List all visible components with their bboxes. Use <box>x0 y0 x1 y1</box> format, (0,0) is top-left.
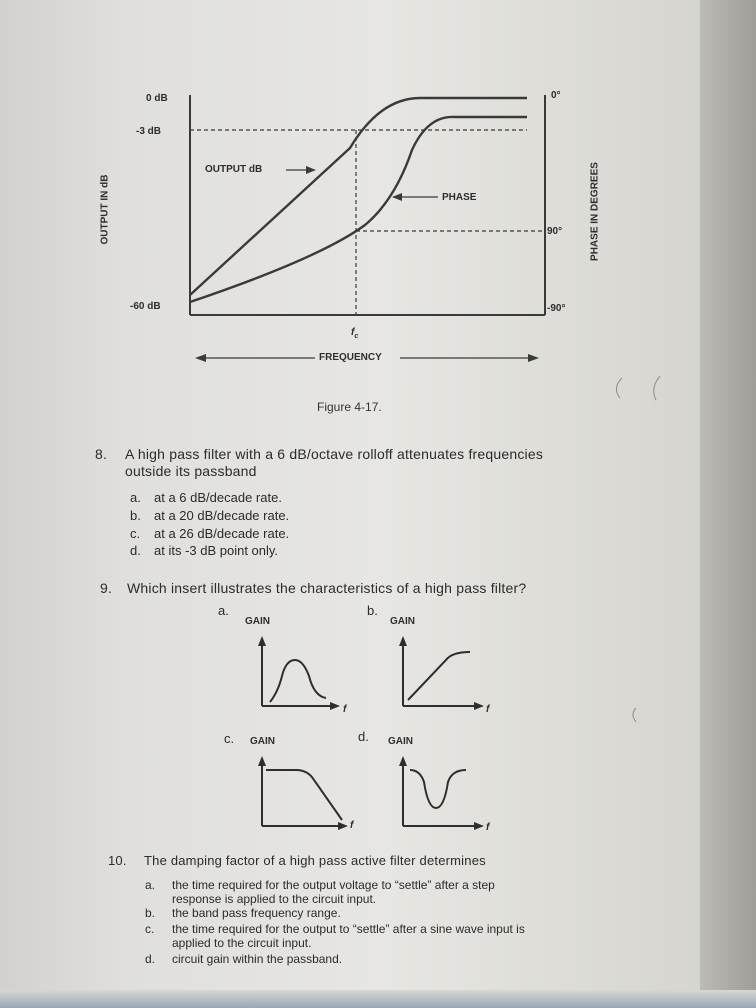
q8-option-c-letter: c. <box>130 526 141 541</box>
question-10-text: The damping factor of a high pass active filter determines <box>144 853 486 868</box>
q9-insert-d-gain-label: GAIN <box>388 736 413 747</box>
frequency-axis-title: FREQUENCY <box>319 352 382 363</box>
q9-insert-c-letter: c. <box>224 731 235 746</box>
q9-insert-b-f-label: f <box>486 704 490 715</box>
q10-option-b-line-1: the band pass frequency range. <box>172 906 341 920</box>
q10-option-a-line-2: response is applied to the circuit input. <box>172 892 377 906</box>
insert-a-graph <box>262 640 336 706</box>
q10-option-b-letter: b. <box>145 906 156 920</box>
question-10-number: 10. <box>108 853 127 868</box>
y-tick-0db: 0 dB <box>146 93 168 104</box>
q8-option-a-letter: a. <box>130 490 141 505</box>
q10-option-a-letter: a. <box>145 878 156 892</box>
q8-option-b-letter: b. <box>130 508 141 523</box>
left-axis-title: OUTPUT IN dB <box>99 174 111 245</box>
fc-marker <box>351 327 358 340</box>
q8-option-d-letter: d. <box>130 543 141 558</box>
phase-label: PHASE <box>442 192 477 203</box>
q8-option-a-text: at a 6 dB/decade rate. <box>154 490 282 505</box>
q8-option-b-text: at a 20 dB/decade rate. <box>154 508 290 523</box>
q9-insert-a-gain-label: GAIN <box>245 616 270 627</box>
y2-tick-0deg: 0° <box>551 90 561 101</box>
y2-tick-minus-90deg: -90° <box>547 303 566 314</box>
q9-insert-d-letter: d. <box>358 729 369 744</box>
question-8-text-line-2: outside its passband <box>125 463 257 479</box>
question-9-text: Which insert illustrates the characteristics of a high pass filter? <box>127 580 527 596</box>
right-axis-title: PHASE IN DEGREES <box>589 162 601 261</box>
q10-option-a-line-1: the time required for the output voltage to “settle” after a step <box>172 878 495 892</box>
fc-marker-sub: c <box>354 333 359 340</box>
q8-option-d-text: at its -3 dB point only. <box>154 543 279 558</box>
q10-option-c-line-2: applied to the circuit input. <box>172 936 312 950</box>
q9-insert-d-f-label: f <box>486 822 490 833</box>
insert-d-graph <box>403 760 480 826</box>
q9-insert-a-letter: a. <box>218 603 229 618</box>
insert-c-graph <box>262 760 344 826</box>
q10-option-c-line-1: the time required for the output to “settle” after a sine wave input is <box>172 922 525 936</box>
q10-option-c-letter: c. <box>145 922 155 936</box>
y-tick-minus-60db: -60 dB <box>130 301 161 312</box>
output-db-label: OUTPUT dB <box>205 164 263 175</box>
q9-insert-c-f-label: f <box>350 820 354 831</box>
phase-curve <box>190 117 527 302</box>
question-8-text-line-1: A high pass filter with a 6 dB/octave rolloff attenuates frequencies <box>125 446 544 462</box>
q8-option-c-text: at a 26 dB/decade rate. <box>154 526 290 541</box>
question-8-number: 8. <box>95 446 108 462</box>
q10-option-d-letter: d. <box>145 952 156 966</box>
y-tick-minus-3db: -3 dB <box>136 126 161 137</box>
question-9-number: 9. <box>100 580 113 596</box>
q10-option-d-line-1: circuit gain within the passband. <box>172 952 343 966</box>
q9-insert-b-gain-label: GAIN <box>390 616 415 627</box>
fc-marker-f: f <box>351 327 355 338</box>
insert-b-graph <box>403 640 480 706</box>
q9-insert-a-f-label: f <box>343 704 347 715</box>
q9-insert-c-gain-label: GAIN <box>250 736 275 747</box>
figure-caption: Figure 4-17. <box>317 400 382 414</box>
q9-insert-b-letter: b. <box>367 603 378 618</box>
y2-tick-90deg: 90° <box>547 226 563 237</box>
